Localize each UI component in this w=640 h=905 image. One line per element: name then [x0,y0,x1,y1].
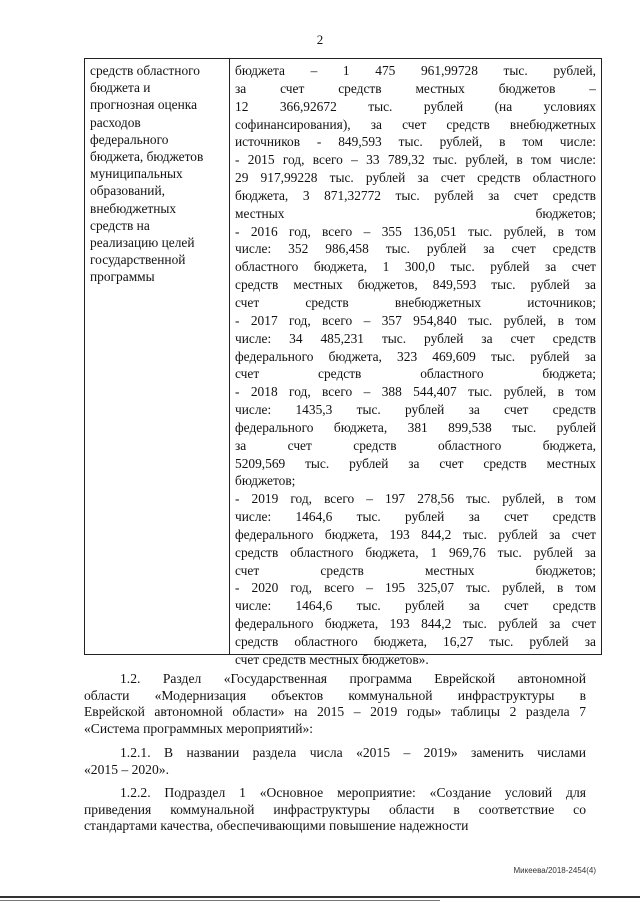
right-cell-line: бюджета, 3 871,32772 тыс. рублей за счет средств [235,187,596,203]
right-cell-line: средств местных бюджетов, 849,593 тыс. рублей за [235,277,596,293]
table-right-column [230,59,601,667]
right-cell-line: - 2020 год, всего – 195 325,07 тыс. рублей, в том [235,580,596,596]
right-cell-line: 5209,569 тыс. рублей за счет средств местных [235,455,596,471]
paragraph-line: 1.2.1. В названии раздела числа «2015 – 2019» заменить числами [120,745,586,760]
right-cell-line: числе: 352 986,458 тыс. рублей за счет средств [235,241,596,257]
left-cell-line: государственной [90,252,186,268]
right-cell-line: 12 366,92672 тыс. рублей (на условиях [235,98,596,114]
paragraph-line: Еврейской автономной области» на 2015 – 2019 годы» таблицы 2 раздела 7 [84,704,586,719]
document-reference: Микеева/2018-2454(4) [513,866,596,875]
right-cell-line: счет средств местных бюджетов; [235,562,596,578]
right-cell-line: местных бюджетов; [235,205,596,221]
right-cell-line: - 2017 год, всего – 357 954,840 тыс. рублей, в том [235,312,596,328]
left-cell-line: средств на [90,217,150,233]
page-number: 2 [316,32,324,47]
right-cell-line: - 2015 год, всего – 33 789,32 тыс. рублей, в том числе: [235,152,596,168]
left-cell-line: программы [90,269,155,285]
paragraph-line: стандартами качества, обеспечивающими повышение надежности [84,818,469,833]
right-cell-line: федерального бюджета, 193 844,2 тыс. рублей за счет [235,616,596,632]
right-cell-line: за счет средств местных бюджетов – [235,80,596,96]
left-cell-line: образований, [90,183,165,199]
footer-divider-thin [0,900,440,901]
left-cell-line: муниципальных [90,166,183,182]
right-cell-line: бюджета – 1 475 961,99728 тыс. рублей, [235,63,596,78]
paragraph-line: 1.2. Раздел «Государственная программа Еврейской автономной [120,671,586,686]
paragraph-line: 1.2.2. Подраздел 1 «Основное мероприятие: «Создание условий для [120,785,586,800]
right-cell-line: федерального бюджета, 323 469,609 тыс. рублей за [235,348,596,364]
left-cell-line: расходов [90,114,141,130]
right-cell-line: источников - 849,593 тыс. рублей, в том числе: [235,134,596,150]
paragraph-line: приведения коммунальной инфраструктуры области в соответствие со [84,801,586,817]
paragraph-1-2-1 [84,745,586,778]
right-cell-line: счет средств внебюджетных источников; [235,294,596,310]
paragraph-1-2 [84,671,586,737]
right-cell-line: - 2019 год, всего – 197 278,56 тыс. рублей, в том [235,491,596,507]
right-cell-line: - 2016 год, всего – 355 136,051 тыс. рублей, в том [235,223,596,239]
right-cell-line: счет средств областного бюджета; [235,366,596,382]
right-cell-line: за счет средств областного бюджета, [235,437,596,453]
paragraph-1-2-2 [84,785,586,835]
right-cell-line: федерального бюджета, 193 844,2 тыс. рублей за счет [235,526,596,542]
paragraph-line: «2015 – 2020». [84,761,169,777]
program-funding-table [84,58,602,667]
table-left-column [85,59,230,654]
right-cell-line: федерального бюджета, 381 899,538 тыс. рублей [235,419,596,435]
right-cell-line: средств областного бюджета, 16,27 тыс. рублей за [235,634,596,649]
left-cell-line: внебюджетных [90,200,177,216]
right-cell-line: числе: 1435,3 тыс. рублей за счет средств [235,402,596,418]
paragraph-line: области «Модернизация объектов коммунальной инфраструктуры в [84,687,586,703]
right-cell-line: - 2018 год, всего – 388 544,407 тыс. рублей, в том [235,384,596,400]
left-cell-line: федерального [90,131,169,147]
right-cell-line: областного бюджета, 1 300,0 тыс. рублей за счет [235,259,596,275]
right-cell-line: софинансирования), за счет средств внебюджетных [235,116,596,132]
left-cell-line: бюджета и [90,80,151,96]
right-cell-line: числе: 1464,6 тыс. рублей за счет средств [235,598,596,614]
right-cell-line: 29 917,99228 тыс. рублей за счет средств областного [235,170,596,186]
right-cell-line: бюджетов; [235,473,296,489]
footer-divider [0,896,640,898]
left-cell-line: бюджета, бюджетов [90,149,204,165]
left-cell-line: средств областного [90,63,200,78]
right-cell-line: числе: 34 485,231 тыс. рублей за счет средств [235,330,596,346]
right-cell-line: средств областного бюджета, 1 969,76 тыс. рублей за [235,544,596,560]
left-cell-line: реализацию целей [90,235,195,251]
left-cell-line: прогнозная оценка [90,97,198,113]
right-cell-line: числе: 1464,6 тыс. рублей за счет средств [235,509,596,525]
right-cell-line: счет средств местных бюджетов». [235,651,429,667]
paragraph-line: «Система программных мероприятий»: [84,720,314,736]
